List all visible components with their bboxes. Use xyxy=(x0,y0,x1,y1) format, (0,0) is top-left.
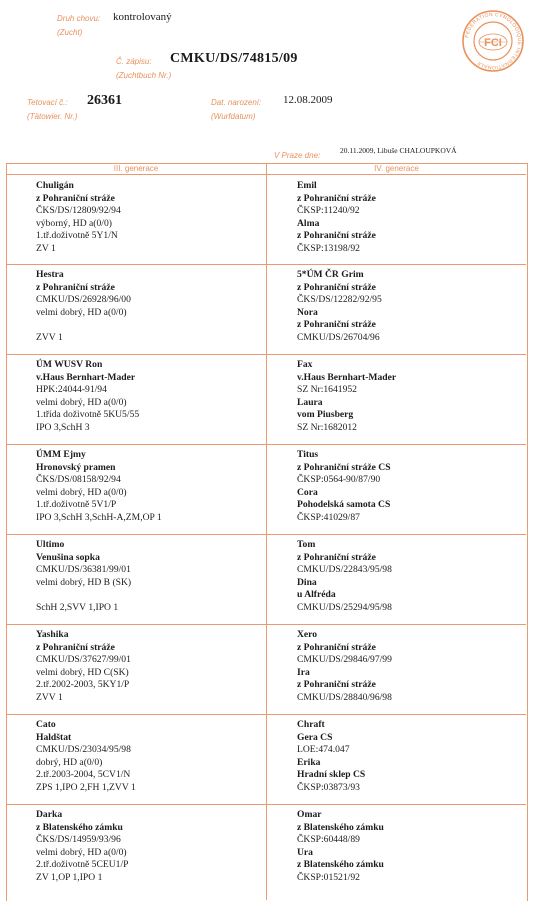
cell-line: 1.tř.doživotně 5Y1/N xyxy=(36,230,118,242)
cell-line: z Blatenského zámku xyxy=(297,821,384,833)
cell-line: velmi dobrý, HD C(SK) xyxy=(36,666,129,678)
cell-line: velmi dobrý, HD a(0/0) xyxy=(36,846,127,858)
cell-line: Chuligán xyxy=(36,180,74,191)
cell-line: 2.tř.2003-2004, 5CV1/N xyxy=(36,769,131,781)
row-divider xyxy=(6,354,526,355)
cell-line: ČKS/DS/08158/92/94 xyxy=(36,474,121,486)
cell-line: Xero xyxy=(297,629,318,640)
fci-logo-icon xyxy=(461,9,525,73)
row-divider xyxy=(6,444,526,445)
zapis-label: Č. zápisu: xyxy=(116,57,152,66)
cell-line: Yashika xyxy=(36,629,69,640)
gen3-cell xyxy=(36,809,128,885)
cell-line: ZV 1,OP 1,IPO 1 xyxy=(36,871,103,883)
cell-line: z Pohraniční stráže xyxy=(297,551,376,563)
gen4-cell xyxy=(297,269,382,345)
druh-label-de: (Zucht) xyxy=(57,28,83,37)
cell-line: CMKU/DS/23034/95/98 xyxy=(36,744,131,756)
gen3-cell xyxy=(36,629,131,705)
row-divider xyxy=(6,624,526,625)
cell-line: Hradní sklep CS xyxy=(297,769,366,781)
cell-line: Haldštat xyxy=(36,731,72,743)
cell-line: ČKS/DS/12809/92/94 xyxy=(36,205,121,217)
gen3-cell xyxy=(36,719,136,795)
cell-line: z Pohraniční stráže xyxy=(297,230,376,242)
cell-line: 5*ÚM ČR Grim xyxy=(297,269,364,280)
cell-line: ČKSP:11240/92 xyxy=(297,205,360,217)
row-divider xyxy=(6,804,526,805)
cell-line: ČKSP:03873/93 xyxy=(297,781,360,793)
cell-line: CMKU/DS/26704/96 xyxy=(297,331,380,343)
cell-line: ZVV 1 xyxy=(36,691,63,703)
svg-text:FCI: FCI xyxy=(484,37,502,49)
cell-line: velmi dobrý, HD B (SK) xyxy=(36,576,132,588)
cell-line: CMKU/DS/28840/96/98 xyxy=(297,691,392,703)
cell-line: ČKSP:60448/89 xyxy=(297,834,360,846)
cell-line: Darka xyxy=(36,809,63,820)
cell-line: Pohodelská samota CS xyxy=(297,499,391,511)
cell-line: Venušina sopka xyxy=(36,551,100,563)
cell-line: LOE:474.047 xyxy=(297,744,350,756)
cell-line: IPO 3,SchH 3,SchH-A,ZM,OP 1 xyxy=(36,511,162,523)
gen4-cell xyxy=(297,809,384,885)
row-divider xyxy=(6,534,526,535)
cell-line: Omar xyxy=(297,809,322,820)
cell-line: Gera CS xyxy=(297,731,333,743)
cell-line: Tom xyxy=(297,539,316,550)
cell-line: ČKS/DS/12282/92/95 xyxy=(297,294,382,306)
cell-line: Chraft xyxy=(297,719,325,730)
gen3-cell xyxy=(36,180,121,256)
cell-line: 1.tř.doživotně 5V1/P xyxy=(36,499,117,511)
column-header-gen4: IV. generace xyxy=(267,163,526,175)
cell-line: Fax xyxy=(297,359,313,370)
praze-label: V Praze dne: xyxy=(274,151,321,160)
tetovaci-label-de: (Tätowier. Nr.) xyxy=(27,112,78,121)
gen3-cell xyxy=(36,269,131,345)
cell-line: ZVV 1 xyxy=(36,331,63,343)
cell-line: ČKSP:0564-90/87/90 xyxy=(297,474,381,486)
cell-line: z Pohraniční stráže xyxy=(297,281,376,293)
cell-line: z Blatenského zámku xyxy=(36,821,123,833)
gen4-cell xyxy=(297,449,391,525)
cell-line: velmi dobrý, HD a(0/0) xyxy=(36,486,127,498)
cell-line: ÚM WUSV Ron xyxy=(36,359,103,370)
cell-line: Hestra xyxy=(36,269,64,280)
cell-line: z Pohraniční stráže xyxy=(297,319,376,331)
cell-line: ČKS/DS/14959/93/96 xyxy=(36,834,121,846)
cell-line: výborný, HD a(0/0) xyxy=(36,217,112,229)
cell-line: ČKSP:41029/87 xyxy=(297,511,360,523)
cell-line: ÚMM Ejmy xyxy=(36,449,86,460)
cell-line: dobrý, HD a(0/0) xyxy=(36,756,103,768)
cell-line: ZV 1 xyxy=(36,242,56,254)
cell-line: z Blatenského zámku xyxy=(297,859,384,871)
cell-line: v.Haus Bernhart-Mader xyxy=(297,371,397,383)
cell-line: CMKU/DS/26928/96/00 xyxy=(36,294,131,306)
gen4-cell xyxy=(297,719,365,795)
row-divider xyxy=(6,714,526,715)
gen3-cell xyxy=(36,449,162,525)
narozeni-value: 12.08.2009 xyxy=(283,94,333,106)
cell-line: Ura xyxy=(297,846,313,858)
cell-line: SZ Nr:1641952 xyxy=(297,384,357,396)
tetovaci-value: 26361 xyxy=(87,93,122,108)
cell-line: z Pohraniční stráže xyxy=(297,641,376,653)
cell-line: velmi dobrý, HD a(0/0) xyxy=(36,396,127,408)
cell-line: CMKU/DS/29846/97/99 xyxy=(297,654,392,666)
cell-line: Emil xyxy=(297,180,317,191)
cell-line: v.Haus Bernhart-Mader xyxy=(36,371,136,383)
cell-line: Alma xyxy=(297,217,320,229)
cell-line: ČKSP:01521/92 xyxy=(297,871,360,883)
gen3-cell xyxy=(36,359,139,435)
svg-text:FEDERATION CYNOLOGIQUE INTERNA: FEDERATION CYNOLOGIQUE INTERNATIONALE xyxy=(464,11,523,71)
cell-line: ČKSP:13198/92 xyxy=(297,242,360,254)
cell-line: u Alfréda xyxy=(297,589,336,601)
druh-value: kontrolovaný xyxy=(113,11,172,23)
cell-line: CMKU/DS/22843/95/98 xyxy=(297,564,392,576)
cell-line: CMKU/DS/37627/99/01 xyxy=(36,654,131,666)
cell-line: velmi dobrý, HD a(0/0) xyxy=(36,306,127,318)
cell-line: Hronovský pramen xyxy=(36,461,116,473)
cell-line: Cato xyxy=(36,719,56,730)
cell-line: Nora xyxy=(297,306,318,318)
cell-line: Dina xyxy=(297,576,317,588)
cell-line: Ultimo xyxy=(36,539,65,550)
cell-line: CMKU/DS/25294/95/98 xyxy=(297,601,392,613)
cell-line: z Pohraniční stráže xyxy=(36,641,115,653)
narozeni-label: Dat. narození: xyxy=(211,98,262,107)
zapis-value: CMKU/DS/74815/09 xyxy=(170,51,298,66)
tetovaci-label: Tetovací č.: xyxy=(27,98,68,107)
cell-line: 2.tř.2002-2003, 5KY1/P xyxy=(36,679,130,691)
gen4-cell xyxy=(297,359,396,435)
narozeni-label-de: (Wurfdatum) xyxy=(211,112,256,121)
zapis-label-de: (Zuchtbuch Nr.) xyxy=(116,71,172,80)
cell-line: Laura xyxy=(297,396,323,408)
cell-line xyxy=(36,319,131,332)
cell-line: z Pohraniční stráže CS xyxy=(297,461,391,473)
cell-line: CMKU/DS/36381/99/01 xyxy=(36,564,131,576)
gen4-cell xyxy=(297,180,376,256)
cell-line: ZPS 1,IPO 2,FH 1,ZVV 1 xyxy=(36,781,136,793)
cell-line: 1.třída doživotně 5KU5/55 xyxy=(36,409,140,421)
cell-line: SchH 2,SVV 1,IPO 1 xyxy=(36,601,119,613)
row-divider xyxy=(6,264,526,265)
gen4-cell xyxy=(297,539,392,615)
cell-line: z Pohraniční stráže xyxy=(36,192,115,204)
praze-value: 20.11.2009, Libuše CHALOUPKOVÁ xyxy=(340,146,457,155)
druh-label: Druh chovu: xyxy=(57,14,101,23)
cell-line: HPK:24044-91/94 xyxy=(36,384,107,396)
cell-line: Titus xyxy=(297,449,319,460)
gen4-cell xyxy=(297,629,392,705)
column-divider xyxy=(266,163,267,900)
cell-line: IPO 3,SchH 3 xyxy=(36,421,90,433)
cell-line xyxy=(36,589,131,602)
cell-line: z Pohraniční stráže xyxy=(297,679,376,691)
cell-line: Cora xyxy=(297,486,318,498)
cell-line: 2.tř.doživotně 5CEU1/P xyxy=(36,859,129,871)
column-header-gen3: III. generace xyxy=(6,163,266,175)
cell-line: Erika xyxy=(297,756,321,768)
cell-line: Ira xyxy=(297,666,310,678)
cell-line: z Pohraniční stráže xyxy=(36,281,115,293)
gen3-cell xyxy=(36,539,131,615)
cell-line: SZ Nr:1682012 xyxy=(297,421,357,433)
cell-line: z Pohraniční stráže xyxy=(297,192,376,204)
cell-line: vom Piusberg xyxy=(297,409,354,421)
